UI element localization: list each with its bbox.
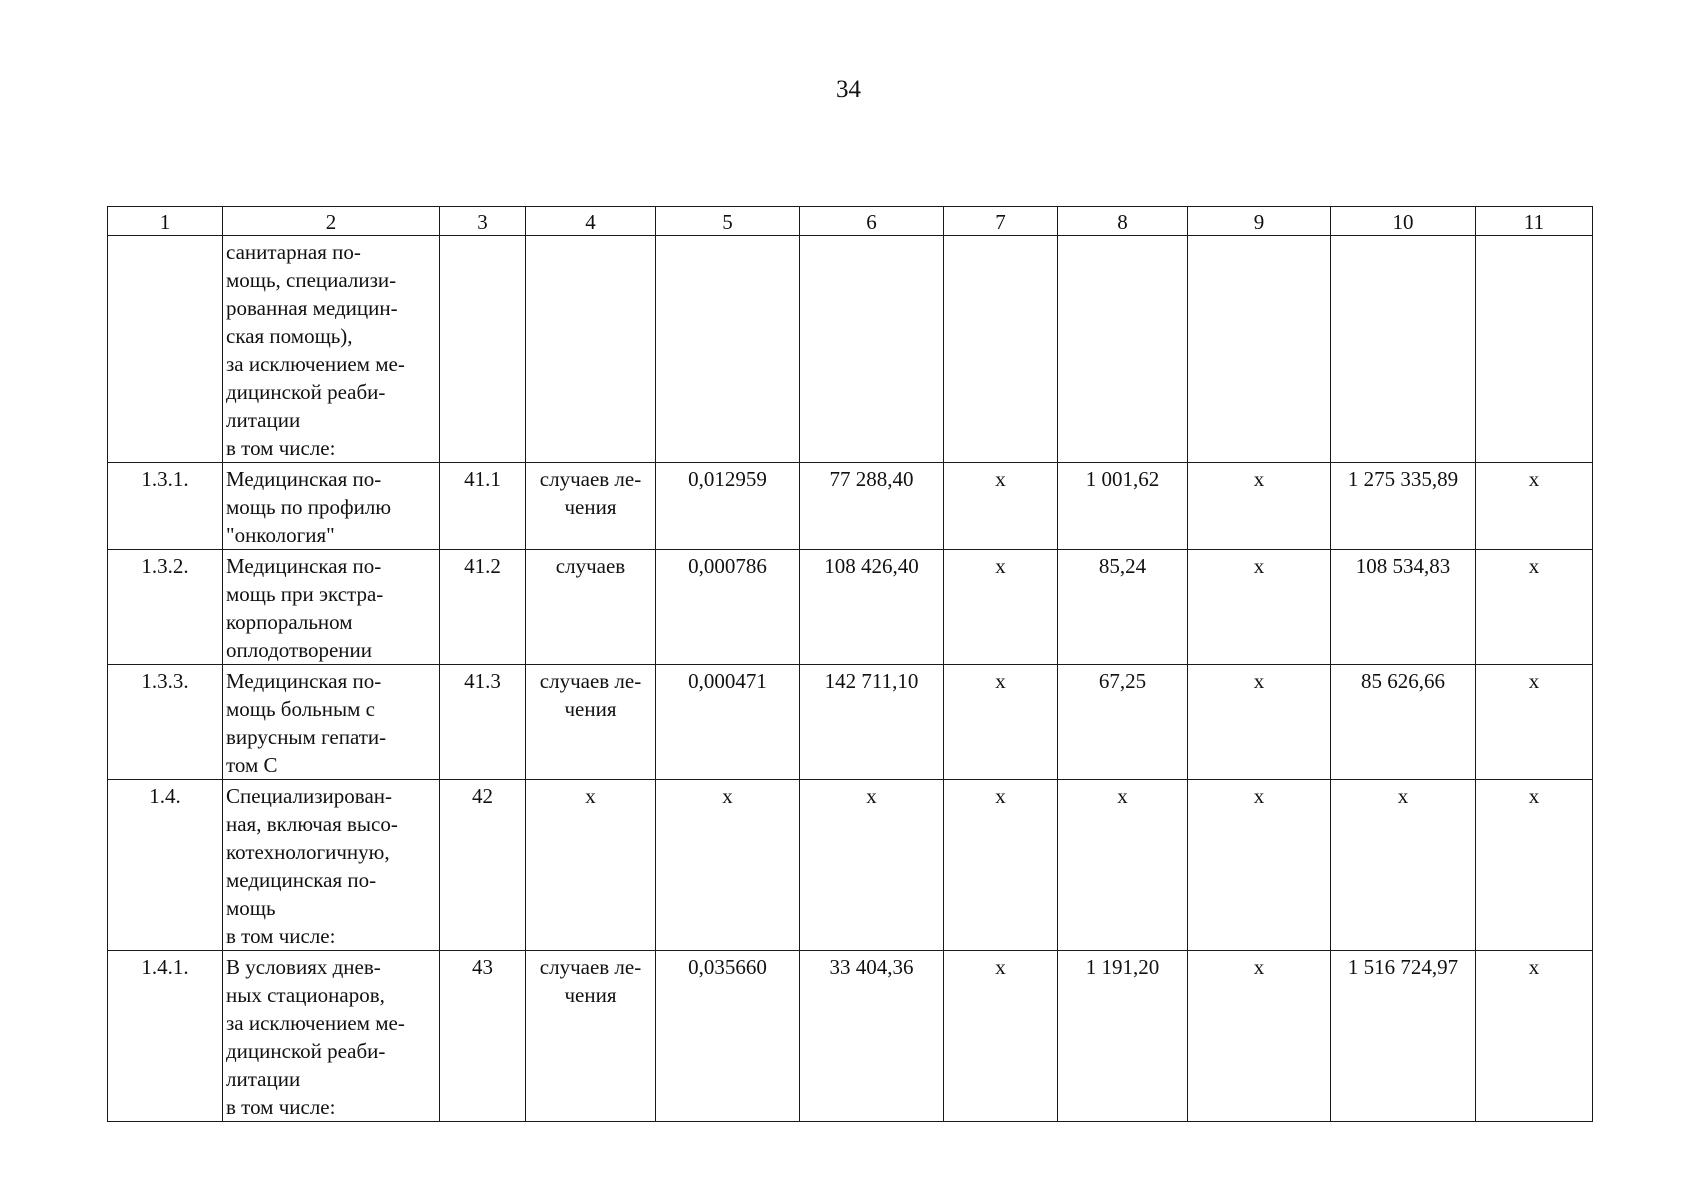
row-unit: случаев ле- чения xyxy=(526,951,656,1122)
column-header: 1 xyxy=(108,207,223,236)
row-cell: х xyxy=(1188,951,1331,1122)
row-line-number: 42 xyxy=(440,780,526,951)
row-cell: х xyxy=(1476,550,1593,665)
column-header: 9 xyxy=(1188,207,1331,236)
row-cell: х xyxy=(944,665,1058,780)
row-line-number: 41.2 xyxy=(440,550,526,665)
row-cell: 0,035660 xyxy=(656,951,800,1122)
row-cell: х xyxy=(944,780,1058,951)
row-description: Специализирован- ная, включая высо- котехнологичную, медицинская по- мощь в том числе: xyxy=(223,780,440,951)
page-number: 34 xyxy=(836,76,861,103)
table-row xyxy=(108,463,1593,550)
row-cell xyxy=(944,236,1058,463)
row-unit: х xyxy=(526,780,656,951)
row-cell xyxy=(1188,236,1331,463)
row-code: 1.4. xyxy=(108,780,223,951)
row-cell: 1 001,62 xyxy=(1058,463,1188,550)
row-cell: х xyxy=(944,550,1058,665)
row-line-number: 41.3 xyxy=(440,665,526,780)
row-cell xyxy=(1476,236,1593,463)
row-description: Медицинская по- мощь больным с вирусным гепати- том С xyxy=(223,665,440,780)
column-header: 6 xyxy=(800,207,944,236)
row-line-number: 43 xyxy=(440,951,526,1122)
row-cell: х xyxy=(1188,550,1331,665)
row-cell: х xyxy=(1476,951,1593,1122)
row-description: В условиях днев- ных стационаров, за исключением ме- дицинской реаби- литации в том числе: xyxy=(223,951,440,1122)
row-cell: х xyxy=(1476,665,1593,780)
row-cell: х xyxy=(1331,780,1476,951)
row-unit: случаев xyxy=(526,550,656,665)
row-cell: х xyxy=(944,951,1058,1122)
row-code: 1.3.1. xyxy=(108,463,223,550)
row-cell: 1 516 724,97 xyxy=(1331,951,1476,1122)
row-unit: случаев ле- чения xyxy=(526,463,656,550)
table-row xyxy=(108,550,1593,665)
row-cell: 0,000786 xyxy=(656,550,800,665)
row-cell: 108 534,83 xyxy=(1331,550,1476,665)
row-cell: 1 191,20 xyxy=(1058,951,1188,1122)
row-cell: х xyxy=(1188,780,1331,951)
row-description: санитарная по- мощь, специализи- рованная медицин- ская помощь), за исключением ме- дицинской реаби- литации в том числе: xyxy=(223,236,440,463)
column-header: 4 xyxy=(526,207,656,236)
column-header: 8 xyxy=(1058,207,1188,236)
row-unit xyxy=(526,236,656,463)
table-row xyxy=(108,780,1593,951)
row-description: Медицинская по- мощь при экстра- корпоральном оплодотворении xyxy=(223,550,440,665)
column-header: 3 xyxy=(440,207,526,236)
row-cell xyxy=(1331,236,1476,463)
row-cell: х xyxy=(656,780,800,951)
column-number-row xyxy=(108,207,1593,236)
row-description: Медицинская по- мощь по профилю "онкология" xyxy=(223,463,440,550)
row-cell: х xyxy=(944,463,1058,550)
row-cell: 1 275 335,89 xyxy=(1331,463,1476,550)
column-header: 2 xyxy=(223,207,440,236)
row-cell xyxy=(1058,236,1188,463)
row-cell: 33 404,36 xyxy=(800,951,944,1122)
row-cell: х xyxy=(1188,665,1331,780)
column-header: 5 xyxy=(656,207,800,236)
row-cell: х xyxy=(800,780,944,951)
row-cell: 77 288,40 xyxy=(800,463,944,550)
row-cell: 108 426,40 xyxy=(800,550,944,665)
row-cell: х xyxy=(1476,463,1593,550)
row-cell: 85,24 xyxy=(1058,550,1188,665)
table-row xyxy=(108,951,1593,1122)
row-cell: 0,000471 xyxy=(656,665,800,780)
data-table xyxy=(107,206,1593,1122)
row-cell: 67,25 xyxy=(1058,665,1188,780)
row-cell: х xyxy=(1058,780,1188,951)
column-header: 11 xyxy=(1476,207,1593,236)
row-cell xyxy=(800,236,944,463)
row-cell: 85 626,66 xyxy=(1331,665,1476,780)
row-cell: 142 711,10 xyxy=(800,665,944,780)
column-header: 10 xyxy=(1331,207,1476,236)
row-code: 1.3.2. xyxy=(108,550,223,665)
column-header: 7 xyxy=(944,207,1058,236)
row-unit: случаев ле- чения xyxy=(526,665,656,780)
row-code: 1.3.3. xyxy=(108,665,223,780)
row-line-number: 41.1 xyxy=(440,463,526,550)
row-cell: х xyxy=(1188,463,1331,550)
row-cell: 0,012959 xyxy=(656,463,800,550)
row-cell xyxy=(656,236,800,463)
table-row xyxy=(108,236,1593,463)
row-line-number xyxy=(440,236,526,463)
row-code xyxy=(108,236,223,463)
table-row xyxy=(108,665,1593,780)
row-code: 1.4.1. xyxy=(108,951,223,1122)
row-cell: х xyxy=(1476,780,1593,951)
